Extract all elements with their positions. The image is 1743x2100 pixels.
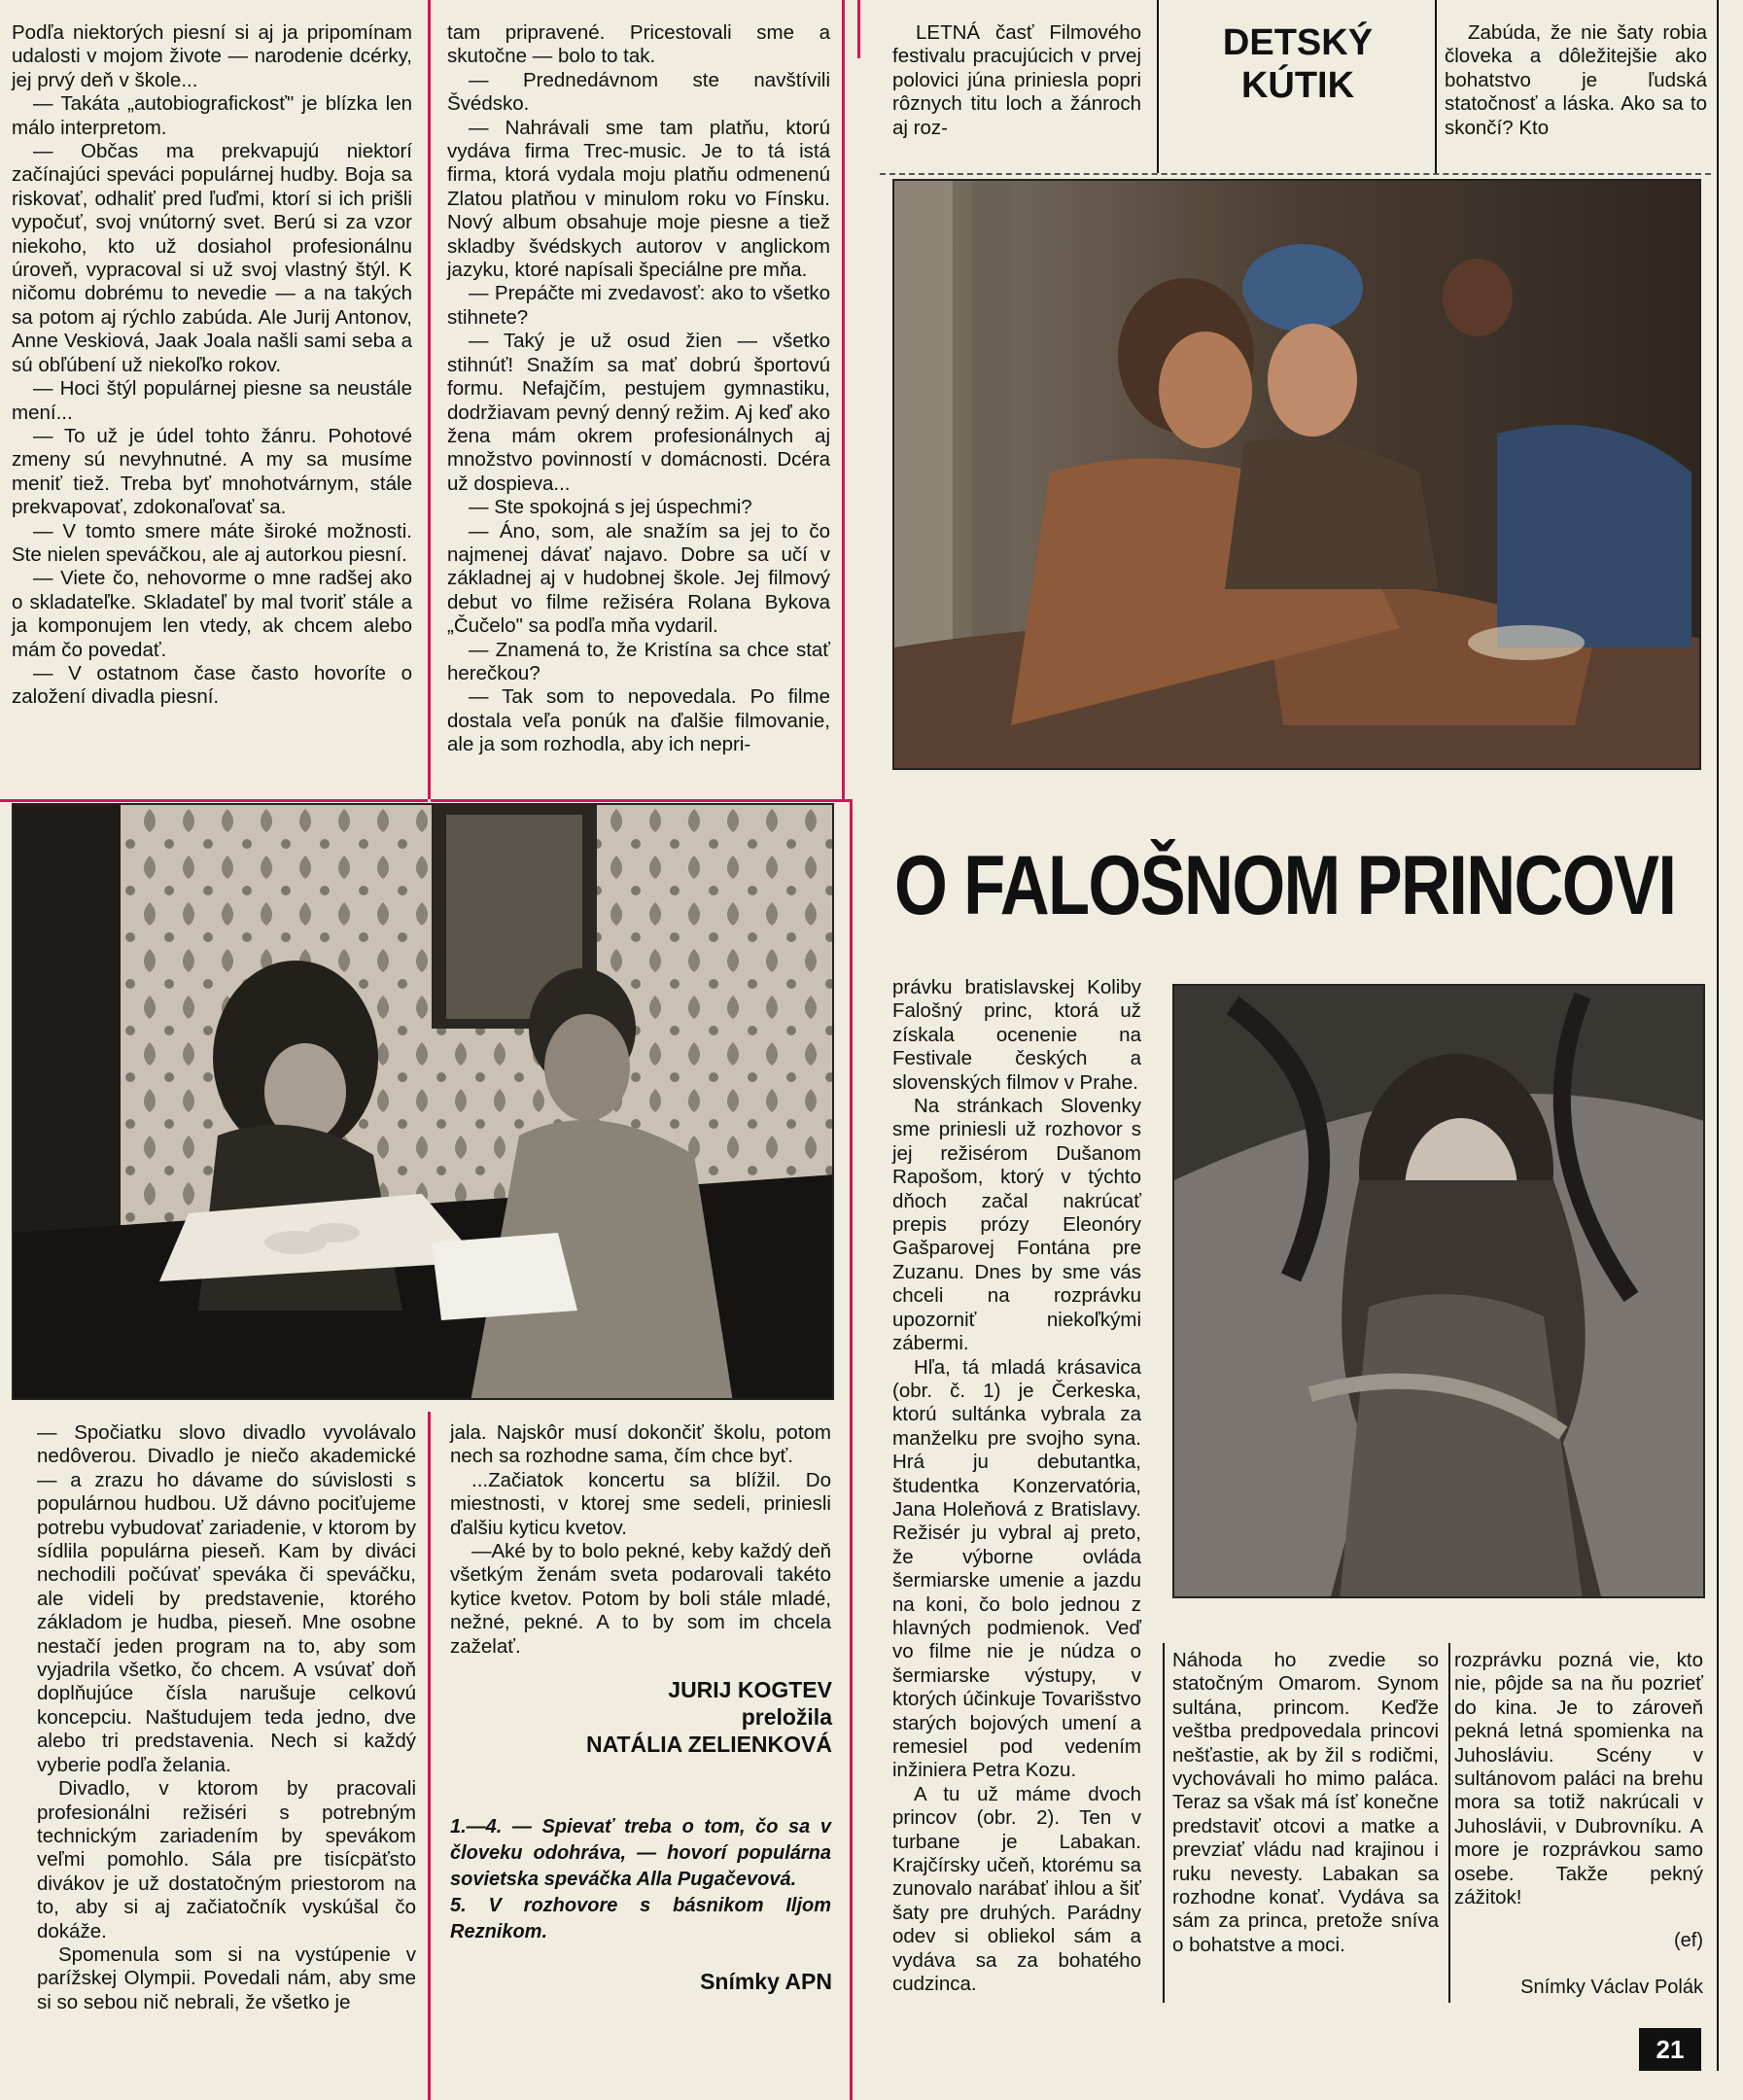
col1-top-paragraph: — V tomto smere máte široké možnosti. Ste nielen speváčkou, ale aj autorkou piesní.	[12, 519, 412, 566]
right-top-text-2: Zabúda, že nie šaty robia človeka a dôležitejšie ako bohatstvo je ľudská statočnosť a láska. Ako sa to skončí? Kto	[1445, 21, 1707, 139]
photo-young-woman	[1172, 984, 1705, 1598]
col5-text: rozprávku pozná vie, kto nie, pôjde sa na ňu pozrieť do kina. Je to zároveň pekná letná spomienka na Juhosláviu. Scény v sultánovom paláci na brehu mora sa totiž nakrúcali v Juhoslávii, v Dubrovníku. A more je rozprávkou samo osebe. Takže pekný zážitok!	[1454, 1649, 1703, 1909]
photo-interview-office-art	[14, 805, 834, 1400]
col1-bottom-paragraph: Divadlo, v ktorom by pracovali profesionálni režiséri s potrebným technickým zariadením by spevákom veľmi pomohlo. Sála pre tisícpäťsto divákov je už dostatočným priestorom na to, aby si aj začiatočník vyskúšal čo dokáže.	[37, 1777, 416, 1942]
rule-mid-right-2	[1163, 1643, 1165, 2003]
caption-2: 5. V rozhovore s básnikom Iljom Reznikom.	[450, 1895, 831, 1942]
col2-bottom-paragraph: jala. Najskôr musí dokončiť školu, potom nech sa rozhodne sama, čím chce byť.	[450, 1421, 831, 1468]
photo-two-princes-art	[894, 181, 1701, 770]
col1-top-paragraph: — Takáta „autobiografickosť" je blízka len málo interpretom.	[12, 92, 412, 139]
photo-young-woman-art	[1174, 986, 1705, 1598]
photo-credit-right: Snímky Václav Polák	[1520, 1977, 1703, 1998]
col3-text	[892, 976, 1141, 1996]
col3-paragraph: Na stránkach Slovenky sme priniesli už rozhovor s jej režisérom Dušanom Rapošom, ktorý v týchto dňoch začal nakrúcať prepis prózy Eleonóry Gašparovej Fontána pre Zuzanu. Dnes by sme vás chceli na rozprávku upozorniť niekoľkými zábermi.	[892, 1095, 1141, 1355]
author-name: JURIJ KOGTEV	[668, 1677, 832, 1702]
col3-paragraph: právku bratislavskej Koliby Falošný princ, ktorá už získala ocenenie na Festivale českých a slovenských filmov v Prahe.	[892, 976, 1141, 1094]
horizontal-rule-mid	[431, 799, 850, 802]
rule-right-top-1	[1157, 0, 1159, 173]
col1-top-text	[12, 21, 412, 772]
photo-credit-left: Snímky APN	[700, 1969, 832, 1994]
col2-top-paragraph: tam pripravené. Pricestovali sme a skutočne — bolo to tak.	[447, 21, 830, 68]
rule-right-edge	[1717, 0, 1719, 2071]
col2-top-paragraph: — Áno, som, ale snažím sa jej to čo najmenej dávať najavo. Dobre sa učí v základnej aj v hudobnej škole. Jej filmový debut vo filme režiséra Rolana Bykova „Čučelo" sa podľa mňa vydaril.	[447, 519, 830, 638]
headline: O FALOŠNOM PRINCOVI	[894, 839, 1676, 932]
page-number: 21	[1639, 2028, 1701, 2071]
col1-bottom-text	[37, 1421, 416, 2068]
col2-top-paragraph: — Nahrávali sme tam platňu, ktorú vydáva firma Trec-music. Je to tá istá firma, ktorá vydala moju platňu odmenenú Zlatou platňou v minulom roku vo Fínsku. Nový album obsahuje moje piesne a tiež skladby švédskych autorov v anglickom jazyku, ktoré napísali špeciálne pre mňa.	[447, 116, 830, 282]
col3-paragraph: Hľa, tá mladá krásavica (obr. č. 1) je Čerkeska, ktorú sultánka vybrala za manželku pre svojho syna. Hrá ju debutantka, študentka Konzervatória, Jana Holeňová z Bratislavy. Režisér ju vybral aj preto, že výborne ovláda šermiarske umenie a jazdu na koni, čo bolo jednou z hlavných podmienok. Veď vo filme nie je núdza o šermiarske výstupy, v ktorých účinkuje Tovarišstvo starých bojových umení a remesiel pod vedením inžiniera Petra Kozu.	[892, 1355, 1141, 1782]
col1-bottom-paragraph: — Spočiatku slovo divadlo vyvolávalo nedôverou. Divadlo je niečo akademické — a zrazu ho dávame do súvislosti s populárnou hudbou. Už dávno pociťujeme potrebu vybudovať zariadenie, v ktorom by sídlila populárna pieseň. Kam by diváci nechodili počúvať speváka či speváčku, ale videli by predstavenie, ktorého základom je hudba, pieseň. Mne osobne nestačí jeden program na to, aby som vyjadrila všetko, čo chcem. A vsúvať doň doplňujúce čísla narušuje celkovú koncepciu. Naštudujem teda jedno, dve alebo tri predstavenia. Nech si každý vyberie podľa želania.	[37, 1421, 416, 1776]
rule-right-top-2	[1435, 0, 1437, 173]
photo-interview-office	[12, 803, 834, 1400]
section-title-line1: DETSKÝ	[1222, 22, 1374, 63]
right-top-text: LETNÁ časť Filmového festivalu pracujúcich v prvej polovici júna priniesla popri rôznych titu loch a žánroch aj roz-	[892, 21, 1141, 139]
article-signature	[447, 1676, 832, 1758]
col1-top-paragraph: — To už je údel tohto žánru. Pohotové zmeny sú nevyhnutné. A my sa musíme meniť tiež. Treba byť mnohotvárnym, stále prekvapovať, zdokonaľovať sa.	[12, 424, 412, 519]
col3-paragraph: A tu už máme dvoch princov (obr. 2). Ten v turbane je Labakan. Krajčírsky učeň, ktorému sa zunovalo narábať ihlou a šiť šaty pre druhých. Parádny odev si obliekol sám a vydáva sa za bohatého cudzinca.	[892, 1782, 1141, 1996]
col1-top-paragraph: — Občas ma prekvapujú niektorí začínajúci speváci populárnej hudby. Boja sa riskovať, odhaliť pred ľuďmi, ktorí si ich prišli vypočuť, svoj vnútorný svet. Berú si za vzor niekoho, kto už dosiahol profesionálnu úroveň, vypracoval si už svoj vlastný štýl. K ničomu dobrému to nevedie — a na takých sa potom aj rýchlo zabúda. Ale Jurij Antonov, Anne Veskiová, Jaak Joala našli sami seba a sú obľúbení už niekoľko rokov.	[12, 140, 412, 376]
column-rule-right-bottom	[850, 799, 853, 2100]
col1-top-paragraph: Podľa niektorých piesní si aj ja pripomínam udalosti v mojom živote — narodenie dcérky, jej prvý deň v škole...	[12, 21, 412, 91]
dashed-divider	[880, 173, 1711, 175]
caption-1: 1.—4. — Spievať treba o tom, čo sa v človeku odohráva, — hovorí populárna sovietska speváčka Alla Pugačevová.	[450, 1816, 831, 1890]
translated-label: preložila	[741, 1704, 832, 1730]
col2-bottom-paragraph: —Aké by to bolo pekné, keby každý deň všetkým ženám sveta podarovali takéto kytice kvetov. Potom by boli stále mladé, nežné, pekné. A to by som im chcela zaželať.	[450, 1540, 831, 1658]
photo-two-princes	[892, 179, 1701, 770]
col2-top-paragraph: — Prepáčte mi zvedavosť: ako to všetko stihnete?	[447, 282, 830, 329]
translator-name: NATÁLIA ZELIENKOVÁ	[586, 1732, 832, 1757]
col1-top-paragraph: — Viete čo, nehovorme o mne radšej ako o skladateľke. Skladateľ by mal tvoriť stále a ja komponujem len vtedy, ak chcem alebo mám čo povedať.	[12, 567, 412, 661]
rule-mid-right-1	[1448, 1643, 1450, 2003]
col1-top-paragraph: — Hoci štýl populárnej piesne sa neustále mení...	[12, 377, 412, 424]
col2-top-paragraph: — Ste spokojná s jej úspechmi?	[469, 496, 752, 519]
column-rule-mid-top	[842, 0, 845, 799]
photo-captions	[450, 1814, 831, 1945]
section-title-detsky-kutik	[1167, 21, 1429, 107]
section-title-line2: KÚTIK	[1240, 65, 1355, 106]
col2-top-text	[447, 21, 830, 772]
col2-top-paragraph: — Taký je už osud žien — všetko stihnúť! Snažím sa mať dobrú športovú formu. Nefajčím, pestujem gymnastiku, dodržiavam pevný denný režim. Aj keď ako žena mám okrem profesionálnych aj množstvo povinností v domácnosti. Dcéra už dospieva...	[447, 330, 830, 495]
column-rule-top-right	[857, 0, 860, 58]
col2-top-paragraph: — Znamená to, že Kristína sa chce stať herečkou?	[447, 638, 830, 684]
col2-top-paragraph: — Tak som to nepovedala. Po filme dostala veľa ponúk na ďalšie filmovanie, ale ja som rozhodla, aby ich nepri-	[447, 685, 830, 756]
col1-top-paragraph: — V ostatnom čase často hovoríte o založení divadla piesní.	[12, 661, 412, 709]
column-rule-mid-bottom	[428, 1412, 431, 2100]
column-rule-left	[428, 0, 431, 799]
col2-bottom-text	[450, 1421, 831, 1658]
horizontal-rule-left	[0, 799, 428, 802]
col4-text: Náhoda ho zvedie so statočným Omarom. Synom sultána, princom. Keďže veštba predpovedala princovi nešťastie, ak by žil s rodičmi, vychovávali ho mimo paláca. Teraz sa však má ísť konečne predstaviť otcovi a matke a prevziať vládu nad krajinou i ruku nevesty. Labakan sa rozhodne konať. Vydáva sa sám za princa, pretože sníva o bohatstve a moci.	[1172, 1649, 1439, 1956]
col2-bottom-paragraph: ...Začiatok koncertu sa blížil. Do miestnosti, v ktorej sme sedeli, priniesli ďalšiu kyticu kvetov.	[450, 1468, 831, 1539]
col5-signature: (ef)	[1674, 1930, 1703, 1951]
col2-top-paragraph: — Prednedávnom ste navštívili Švédsko.	[447, 68, 830, 116]
col1-bottom-paragraph: Spomenula som si na vystúpenie v parížskej Olympii. Povedali nám, aby sme si so sebou nič nebrali, že všetko je	[37, 1942, 416, 2013]
